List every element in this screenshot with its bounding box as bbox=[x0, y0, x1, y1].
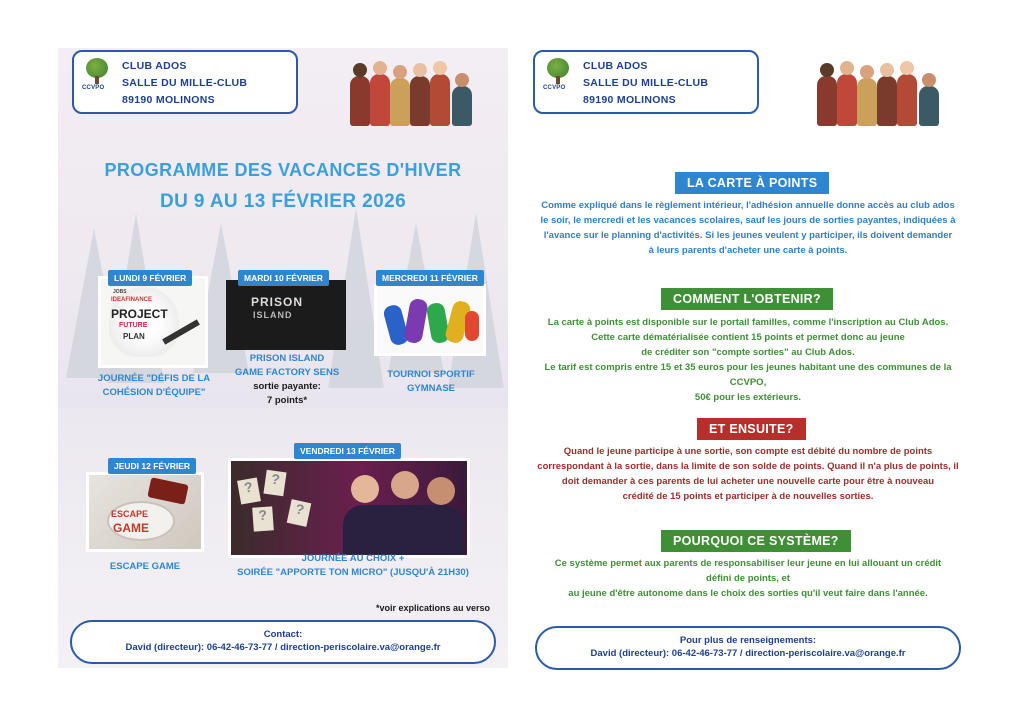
contact-line: David (directeur): 06-42-46-73-77 / direction-periscolaire.va@orange.fr bbox=[590, 648, 906, 659]
teens-illustration bbox=[815, 54, 945, 126]
tuesday-caption: PRISON ISLAND GAME FACTORY SENS sortie payante: 7 points* bbox=[234, 353, 340, 406]
points-card-page bbox=[525, 48, 971, 668]
tuesday-tag: MARDI 10 FÉVRIER bbox=[238, 270, 329, 286]
ccvpo-logo bbox=[543, 58, 573, 108]
club-header bbox=[72, 50, 298, 114]
image-word: PRISON bbox=[251, 295, 304, 309]
thursday-caption: ESCAPE GAME bbox=[109, 561, 181, 572]
thursday-tag: JEUDI 12 FÉVRIER bbox=[108, 458, 196, 474]
footnote: *voir explications au verso bbox=[376, 603, 491, 613]
ccvpo-logo bbox=[82, 58, 112, 108]
wednesday-caption: TOURNOI SPORTIF GYMNASE bbox=[387, 369, 475, 394]
section-text-then: Quand le jeune participe à une sortie, son compte est débité du nombre de points correspondant à la sortie, dans la limite de son solde de points. Quand il n'a plus de points, il doit demander à ces parents de lui acheter une nouvelle carte pour être à nouveau crédité de 15 points et participer à de nouvelles sorties. bbox=[537, 446, 959, 502]
wednesday-tag: MERCREDI 11 FÉVRIER bbox=[376, 270, 484, 286]
image-word: ISLAND bbox=[253, 310, 293, 320]
section-title-how-to-get: COMMENT L'OBTENIR? bbox=[661, 288, 833, 310]
contact-line: David (directeur): 06-42-46-73-77 / direction-periscolaire.va@orange.fr bbox=[125, 642, 441, 653]
club-town: 89190 MOLINONS bbox=[122, 94, 215, 106]
section-title-points-card: LA CARTE À POINTS bbox=[675, 172, 829, 194]
monday-caption: JOURNÉE "DÉFIS DE LA COHÉSION D'ÉQUIPE" bbox=[97, 373, 211, 398]
contact-box bbox=[535, 626, 961, 670]
contact-title: Pour plus de renseignements: bbox=[679, 635, 817, 646]
program-title: PROGRAMME DES VACANCES D'HIVER bbox=[104, 160, 462, 180]
logo-text: CCVPO bbox=[543, 85, 566, 91]
monday-photo bbox=[98, 276, 208, 368]
friday-caption: JOURNÉE AU CHOIX + SOIRÉE "APPORTE TON MICRO" (JUSQU'À 21H30) bbox=[237, 553, 469, 578]
teens-illustration bbox=[348, 54, 478, 126]
image-word: IDEAFINANCE bbox=[111, 297, 153, 303]
section-text-points-card: Comme expliqué dans le règlement intérieur, l'adhésion annuelle donne accès au club ados le soir, le mercredi et les vacances scolaires, sauf les jours de sorties payantes, indiquées à l'avance sur le planning d'activités. Si les jeunes veulent y participer, ils doivent demander à leurs parents d'acheter une carte à points. bbox=[540, 200, 956, 256]
section-text-why: Ce système permet aux parents de responsabiliser leur jeune en lui allouant un crédit défini de points, et au jeune d'être autonome dans le choix des sorties qu'il veut faire dans l'année. bbox=[554, 558, 942, 599]
club-town: 89190 MOLINONS bbox=[583, 94, 676, 106]
thursday-photo bbox=[86, 472, 204, 552]
contact-title: Contact: bbox=[263, 629, 303, 640]
program-page bbox=[58, 48, 508, 668]
image-word: GAME bbox=[113, 521, 149, 535]
image-word: ESCAPE bbox=[111, 509, 149, 519]
monday-tag: LUNDI 9 FÉVRIER bbox=[108, 270, 192, 286]
section-title-why: POURQUOI CE SYSTÈME? bbox=[661, 530, 851, 552]
program-dates: DU 9 AU 13 FÉVRIER 2026 bbox=[159, 191, 407, 212]
club-name: CLUB ADOS bbox=[583, 60, 648, 72]
section-text-how-to-get: La carte à points est disponible sur le portail familles, comme l'inscription au Club Ados. Cette carte dématérialisée contient 15 points et permet donc au jeune de créditer son "compte sorties" au Club Ados. Le tarif est compris entre 15 et 35 euros pour les jeunes habitant une des communes de la CCVPO, 50€ pour les extérieurs. bbox=[544, 317, 952, 403]
tuesday-photo bbox=[226, 280, 346, 350]
contact-box bbox=[70, 620, 496, 664]
logo-text: CCVPO bbox=[82, 85, 105, 91]
club-header bbox=[533, 50, 759, 114]
friday-photo: ? ? ? ? bbox=[228, 458, 470, 558]
image-word: PLAN bbox=[123, 332, 145, 341]
image-word: JOBS bbox=[113, 289, 127, 295]
club-venue: SALLE DU MILLE-CLUB bbox=[122, 77, 248, 89]
section-title-then: ET ENSUITE? bbox=[697, 418, 806, 440]
club-venue: SALLE DU MILLE-CLUB bbox=[583, 77, 709, 89]
club-name: CLUB ADOS bbox=[122, 60, 187, 72]
friday-tag: VENDREDI 13 FÉVRIER bbox=[294, 443, 401, 459]
image-word: PROJECT bbox=[111, 307, 168, 321]
wednesday-photo bbox=[374, 284, 486, 356]
image-word: FUTURE bbox=[119, 322, 148, 329]
